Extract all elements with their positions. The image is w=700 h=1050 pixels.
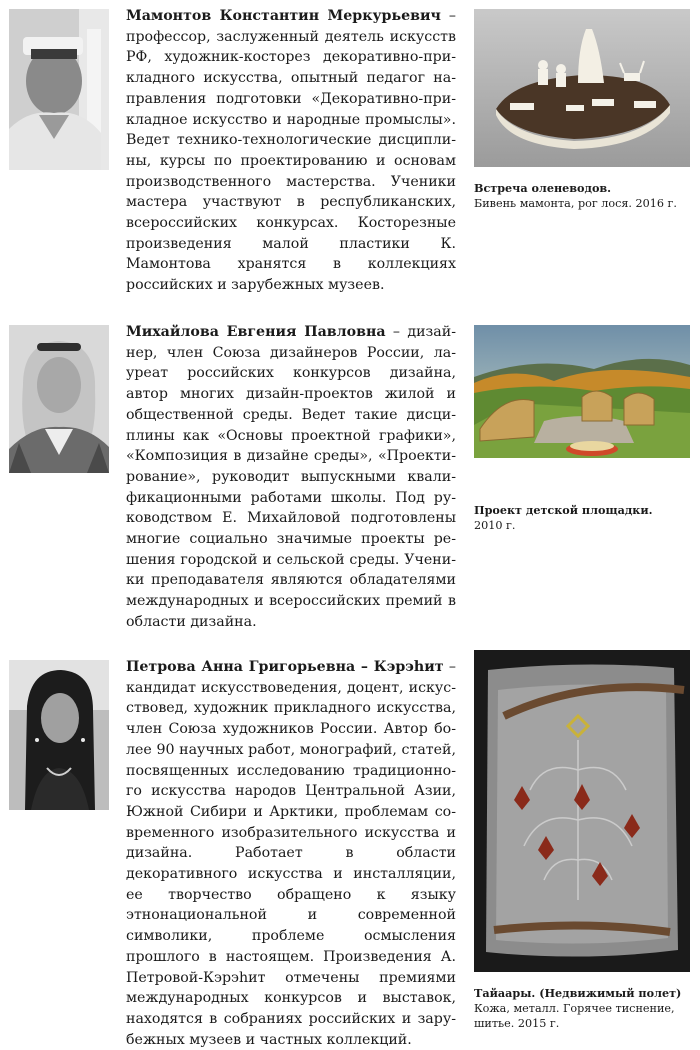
caption-title: Встреча оленеводов. [474, 181, 612, 195]
person-name: Мамонтов Константин Меркурьевич [126, 8, 441, 24]
name-dash: – [385, 324, 408, 340]
bio-mamontov [126, 6, 456, 296]
caption-text: 2010 г. [474, 519, 516, 533]
artwork-photo-reindeer-herders [474, 9, 690, 167]
portrait-photo-petrova [9, 660, 109, 810]
person-name: Михайлова Евгения Павловна [126, 324, 386, 340]
bio-text: профессор, заслуженный деятель искусств РФ, художник-косторез декоративно-прикладного искусства, опытный педагог направления подготовки «Декоративно-прикладное искусство и народные промыслы». Ведет технико-технологические дисциплины, курсы по проектированию и основам производственного мастерства. Ученики мастера участвуют в республиканских, всероссийских конкурсах. Косторезные произведения малой пластики К. Мамонтова хранятся в коллекциях российских и зарубежных музеев. [126, 28, 456, 294]
caption-text: Кожа, металл. Горячее тиснение, шитье. 2015 г. [474, 1002, 675, 1031]
name-dash: – [443, 659, 456, 675]
caption-reindeer-herders [474, 181, 692, 211]
caption-title: Тайаары. (Недвижимый полет) [474, 986, 682, 1000]
caption-taiaary [474, 986, 692, 1032]
portrait-photo-mamontov [9, 9, 109, 170]
artwork-photo-playground-project [474, 325, 690, 458]
artwork-photo-taiaary [474, 650, 690, 972]
bio-mikhailova [126, 322, 456, 633]
caption-title: Проект детской площадки. [474, 503, 653, 517]
bio-text: дизайнер, член Союза дизайнеров России, лауреат российских конкурсов дизайна, автор многих дизайн-проектов жилой и общественной среды. Ведет такие дисциплины как «Основы проектной графики», «Композиция в дизайне среды», «Проектирование», руководит выпускными квалификационными работами школы. Под руководством Е. Михайловой подготовлены многие социально значимые проекты решения городской и сельской среды. Ученики преподавателя являются обладателями международных и всероссийских премий в области дизайна. [126, 324, 456, 630]
name-dash: – [440, 8, 456, 24]
bio-petrova [126, 657, 456, 1050]
caption-playground-project [474, 503, 692, 533]
caption-text: Бивень мамонта, рог лося. 2016 г. [474, 197, 677, 211]
portrait-photo-mikhailova [9, 325, 109, 473]
person-name: Петрова Анна Григорьевна – Кэрэһит [126, 659, 444, 675]
bio-text: кандидат искусствоведения, доцент, искусствовед, художник прикладного искусства, член Союза художников России. Автор более 90 научных работ, монографий, статей, посвященных исследованию традиционного искусства народов Центральной Азии, Южной Сибири и Арктики, проблемам современного изобразительного искусства и дизайна. Работает в области декоративного искусства и инсталляции, ее творчество обращено к языку этнонациональной и современной символики, проблеме осмысления прошлого в настоящем. Произведения А. Петровой-Кэрэһит отмечены премиями международных конкурсов и выставок, находятся в собраниях российских и зарубежных музеев и частных коллекций. [126, 679, 456, 1048]
